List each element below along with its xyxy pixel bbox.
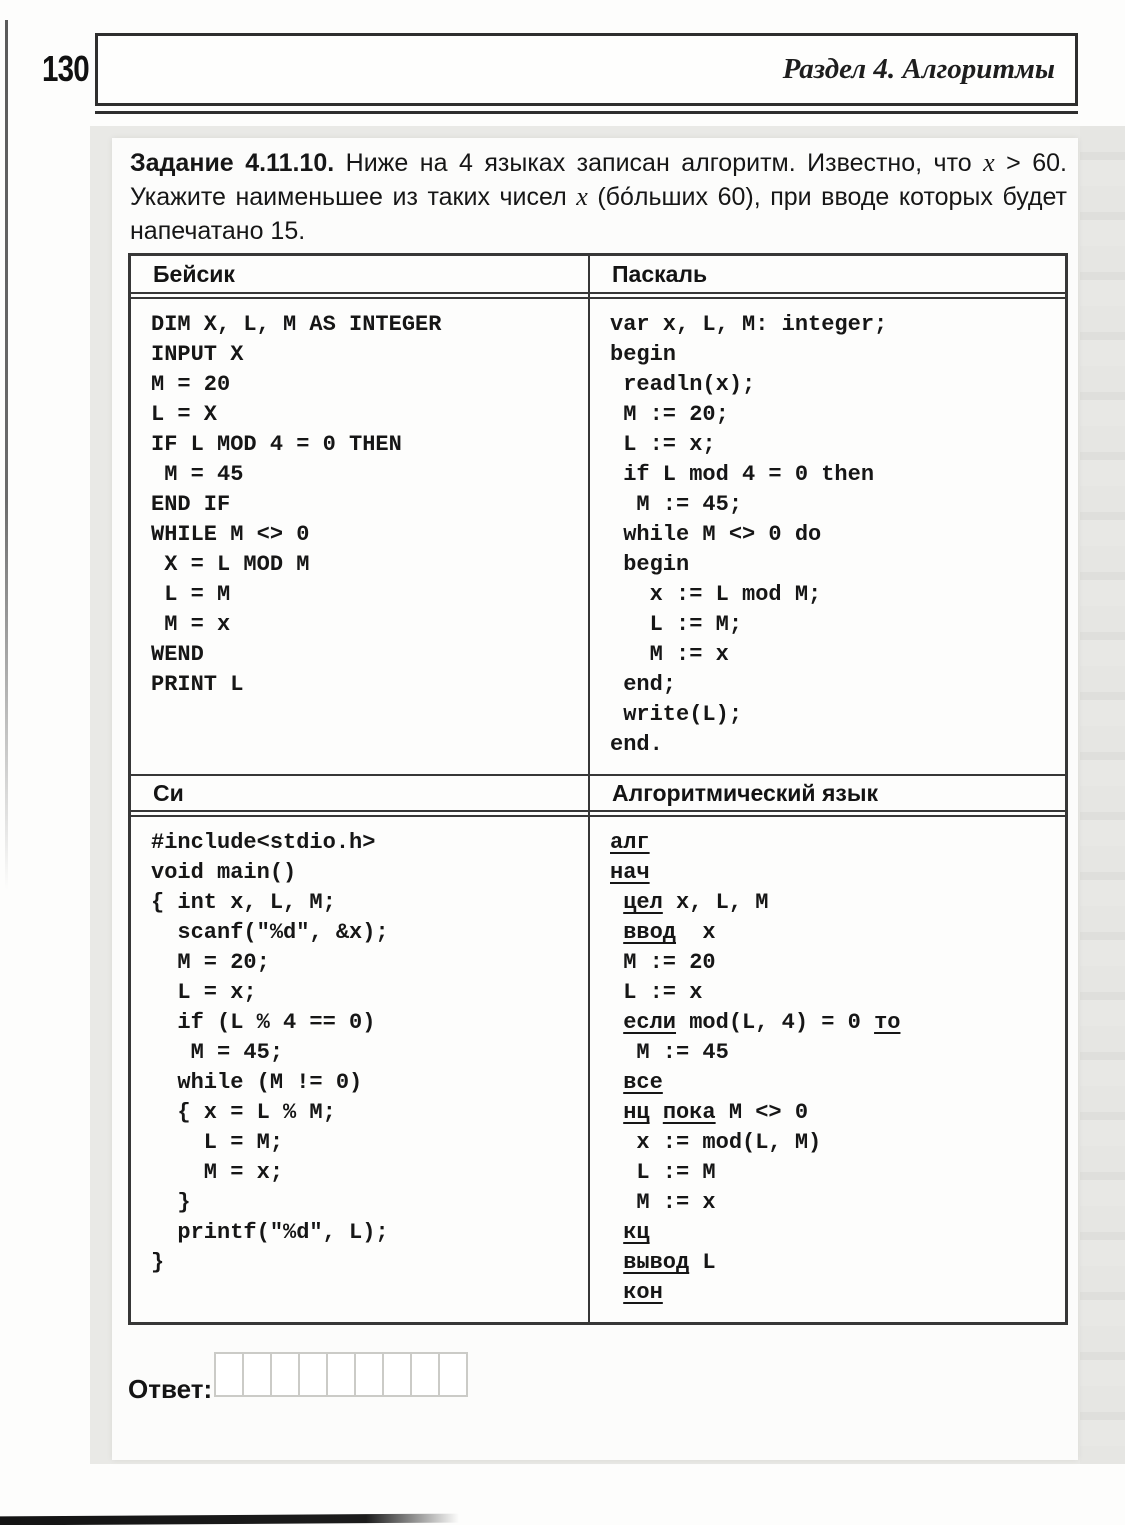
code-table xyxy=(128,253,1068,1325)
answer-cell[interactable] xyxy=(326,1352,356,1397)
answer-cell[interactable] xyxy=(438,1352,468,1397)
answer-cell[interactable] xyxy=(410,1352,440,1397)
table-header-basic: Бейсик xyxy=(131,256,590,294)
table-header-pascal: Паскаль xyxy=(590,256,1065,294)
scan-bottom-band xyxy=(0,1514,459,1525)
answer-cell[interactable] xyxy=(382,1352,412,1397)
answer-cell[interactable] xyxy=(354,1352,384,1397)
answer-cell[interactable] xyxy=(270,1352,300,1397)
code-pascal: var x, L, M: integer; begin readln(x); M := 20; L := x; if L mod 4 = 0 then M := 45; while M <> 0 do begin x := L mod M; L := M; M := x end; write(L); end. xyxy=(610,312,888,757)
code-algorithmic: алг нач цел x, L, M ввод x M := 20 L := x если mod(L, 4) = 0 то M := 45 все нц пока M <> 0 x := mod(L, M) L := M M := x кц вывод L кон xyxy=(610,830,901,1305)
task-statement: Задание 4.11.10. Ниже на 4 языках записан алгоритм. Известно, что x > 60. Укажите наименьшее из таких чисел x (бо́льших 60), при вводе которых будет напечатано 15. xyxy=(130,148,1068,245)
answer-cell[interactable] xyxy=(242,1352,272,1397)
answer-label: Ответ: xyxy=(128,1374,213,1404)
answer-boxes xyxy=(214,1352,468,1397)
table-header-c: Си xyxy=(131,774,590,812)
section-header-box xyxy=(95,33,1078,106)
answer-cell[interactable] xyxy=(214,1352,244,1397)
answer-cell[interactable] xyxy=(298,1352,328,1397)
scan-texture-strip xyxy=(1080,126,1125,1464)
table-header-algorithmic: Алгоритмический язык xyxy=(590,774,1065,812)
section-title: Раздел 4. Алгоритмы xyxy=(782,53,1055,85)
code-c: #include<stdio.h> void main() { int x, L, M; scanf("%d", &x); M = 20; L = x; if (L % 4 == 0) M = 45; while (M != 0) { x = L % M; L = M; M = x; } printf("%d", L); } xyxy=(131,817,590,1322)
code-basic: DIM X, L, M AS INTEGER INPUT X M = 20 L = X IF L MOD 4 = 0 THEN M = 45 END IF WHILE M <> 0 X = L MOD M L = M M = x WEND PRINT L xyxy=(131,299,590,774)
header-underline-rule xyxy=(95,111,1078,114)
page-number: 130 xyxy=(42,48,89,89)
page-edge-scan-line xyxy=(5,20,8,890)
